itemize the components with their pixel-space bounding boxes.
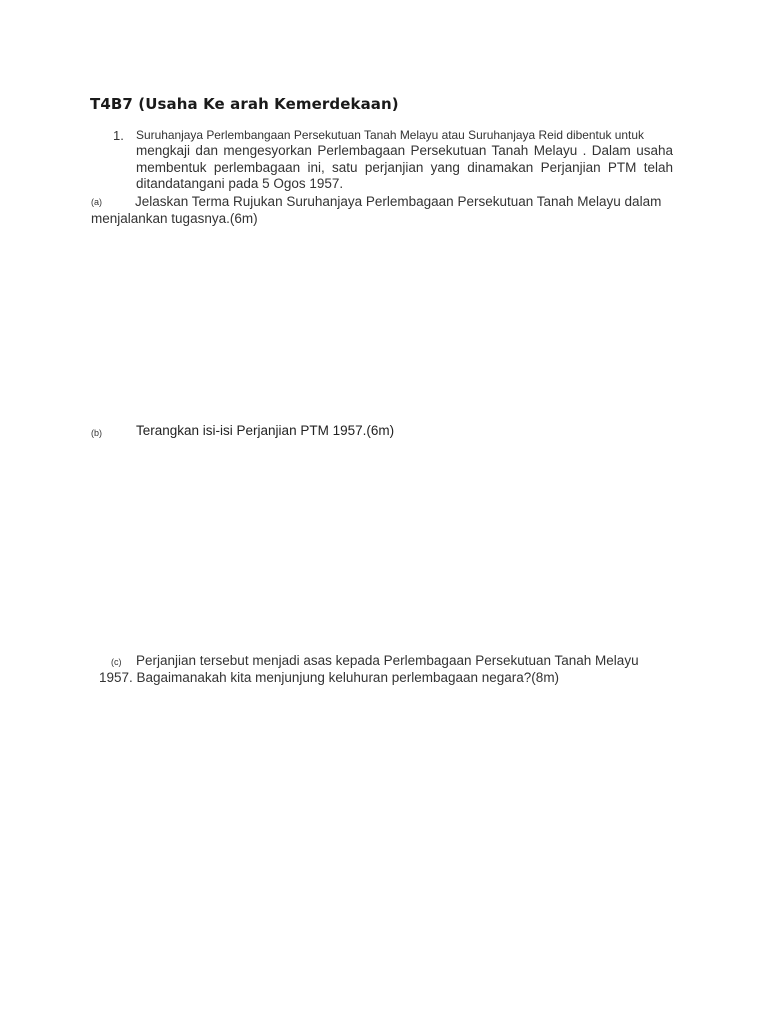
question-line-4: ditandatangani pada 5 Ogos 1957.	[136, 176, 344, 191]
part-c-line-2: 1957. Bagaimanakah kita menjunjung keluhuran perlembagaan negara?(8m)	[99, 669, 560, 685]
part-a-question	[91, 193, 678, 227]
question-line-1: Suruhanjaya Perlembangaan Persekutuan Tanah Melayu atau Suruhanjaya Reid dibentuk untuk	[136, 128, 644, 142]
part-c-question	[99, 653, 669, 686]
part-a-line-2: menjalankan tugasnya.(6m)	[91, 211, 258, 226]
part-a-marker: (a)	[91, 197, 102, 207]
part-c-line-1: Perjanjian tersebut menjadi asas kepada Perlembagaan Persekutuan Tanah Melayu	[136, 653, 639, 668]
part-a-line-1: Jelaskan Terma Rujukan Suruhanjaya Perlembagaan Persekutuan Tanah Melayu dalam	[135, 194, 662, 209]
page-title: T4B7 (Usaha Ke arah Kemerdekaan)	[90, 95, 399, 113]
question-line-2: mengkaji dan mengesyorkan Perlembagaan Persekutuan Tanah Melayu . Dalam usaha	[136, 143, 673, 158]
question-line-3: membentuk perlembagaan ini, satu perjanjian yang dinamakan Perjanjian PTM telah	[136, 159, 673, 175]
part-c-marker: (c)	[111, 657, 122, 667]
question-body	[136, 143, 673, 193]
part-b-question: Terangkan isi-isi Perjanjian PTM 1957.(6m)	[136, 423, 395, 438]
part-b-marker: (b)	[91, 428, 102, 438]
question-number: 1.	[113, 128, 124, 143]
